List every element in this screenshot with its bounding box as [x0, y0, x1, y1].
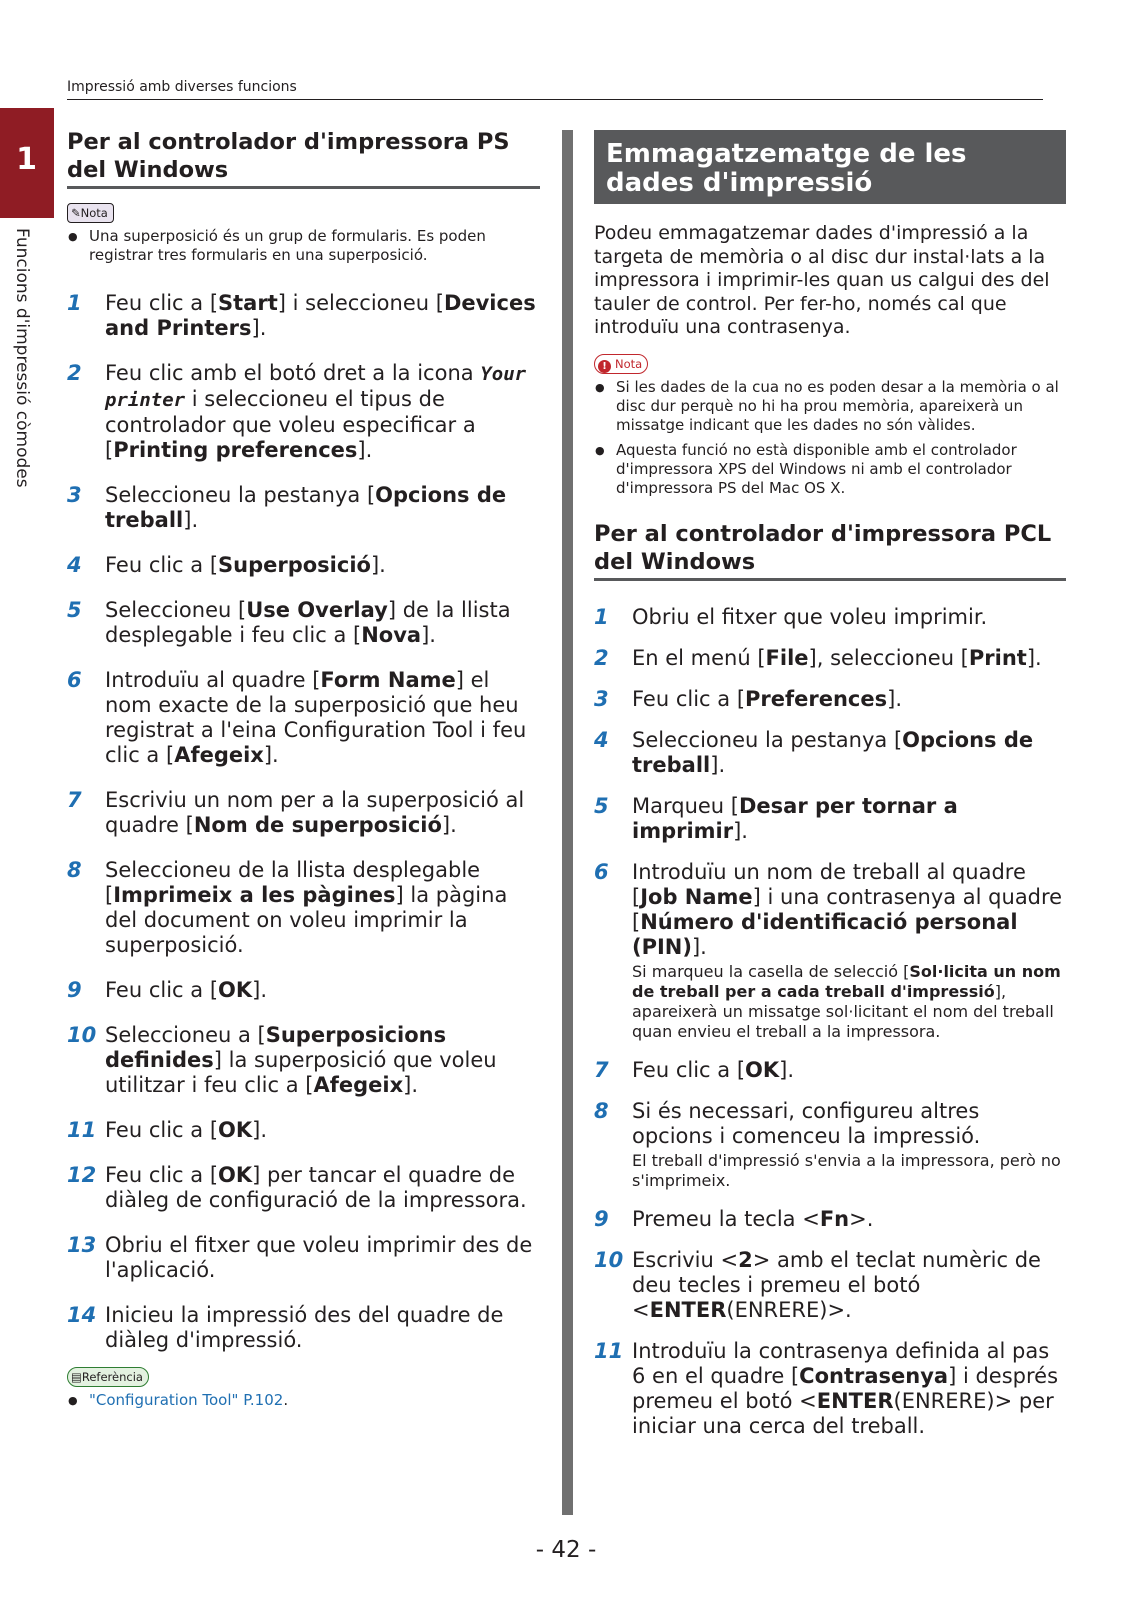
bold-term: Opcions de treball: [632, 727, 1034, 777]
bold-term: Número d'identificació personal (PIN): [632, 909, 1018, 959]
step-item: [67, 1163, 540, 1213]
reference-badge: [67, 1367, 149, 1387]
note-bullet: ● Una superposició és un grup de formularis. Es poden registrar tres formularis en una superposició.: [67, 227, 540, 265]
step-text: >.: [849, 1206, 874, 1231]
step-item: [67, 978, 540, 1003]
bold-term: Imprimeix a les pàgines: [113, 883, 396, 907]
step-item: [67, 291, 540, 341]
step-text: ] la superposició que voleu utilitzar i feu clic a [: [105, 1048, 497, 1097]
step-text: Seleccioneu la pestanya [: [632, 727, 903, 752]
warning-note-badge: [594, 354, 648, 374]
bold-term: Desar per tornar a imprimir: [632, 793, 958, 843]
step-item: [67, 668, 540, 768]
step-body: [105, 1118, 540, 1143]
step-number: 7: [594, 1057, 609, 1082]
step-number: 5: [67, 598, 82, 622]
warning-note-label: Nota: [615, 356, 643, 371]
bold-term: Job Name: [640, 884, 753, 909]
step-item: [67, 788, 540, 838]
step-text: ] de la llista desplegable i feu clic a [: [105, 598, 511, 647]
step-body: [632, 687, 1066, 712]
bold-term: Superposició: [218, 553, 371, 577]
step-item: [594, 1207, 1066, 1232]
bold-term: Form Name: [320, 668, 456, 692]
bold-term: Print: [968, 645, 1027, 670]
step-text: ].: [710, 752, 726, 777]
exclamation-icon: !: [598, 360, 611, 373]
step-number: 1: [594, 604, 609, 629]
step-body: [105, 553, 540, 578]
step-item: [594, 860, 1066, 1042]
bold-term: ENTER: [816, 1388, 894, 1413]
bold-term: Contrasenya: [799, 1363, 949, 1388]
step-item: [67, 1233, 540, 1283]
step-number: 12: [67, 1163, 97, 1187]
step-text: Feu clic a [: [632, 686, 746, 711]
step-text: Premeu la tecla <: [632, 1206, 820, 1231]
bold-term: Use Overlay: [246, 598, 388, 622]
step-item: [67, 1118, 540, 1143]
step-text: ].: [887, 686, 902, 711]
book-icon: ▤: [71, 1370, 82, 1384]
column-divider: [562, 130, 573, 1515]
step-number: 13: [67, 1233, 97, 1257]
step-text: Obriu el fitxer que voleu imprimir.: [632, 604, 988, 629]
bold-term: Devices and Printers: [105, 291, 536, 340]
step-number: 11: [67, 1118, 97, 1142]
bold-term: OK: [218, 1163, 253, 1187]
step-text: Escriviu <: [632, 1247, 739, 1272]
step-number: 9: [594, 1206, 609, 1231]
step-text: Feu clic a [: [632, 1057, 746, 1082]
note-list: [67, 227, 540, 265]
note-badge: [67, 203, 114, 223]
step-number: 9: [67, 978, 82, 1002]
step-body: [632, 728, 1066, 778]
step-number: 10: [67, 1023, 97, 1047]
step-number: 6: [67, 668, 82, 692]
ps-driver-heading: Per al controlador d'impressora PS del Windows: [67, 128, 540, 189]
step-number: 4: [67, 553, 82, 577]
bold-term: Afegeix: [174, 743, 264, 767]
right-column: [594, 128, 1066, 1439]
step-text: ].: [357, 438, 373, 462]
note-bullet: ● Si les dades de la cua no es poden desar a la memòria o al disc dur perquè no hi ha prou memòria, apareixerà un missatge indicant que les dades no són vàlides.: [594, 378, 1066, 435]
step-body: [632, 646, 1066, 671]
step-body: [105, 978, 540, 1003]
step-text: ], apareixerà un missatge sol·licitant el nom del treball quan envieu el treball a la impressora.: [632, 981, 1054, 1041]
step-text: ] la pàgina del document on voleu imprimir la superposició.: [105, 883, 508, 957]
reference-bullet: [67, 1391, 540, 1410]
step-item: [594, 1099, 1066, 1191]
running-head: Impressió amb diverses funcions: [67, 79, 1043, 100]
step-text: En el menú [: [632, 645, 766, 670]
left-column: [67, 128, 540, 1416]
step-number: 5: [594, 793, 609, 818]
step-item: [67, 858, 540, 958]
bold-term: Afegeix: [313, 1073, 404, 1097]
step-item: [594, 794, 1066, 844]
bold-term: Nom de superposició: [193, 813, 442, 837]
step-text: Introduïu la contrasenya definida al pas 6 en el quadre [: [632, 1338, 1050, 1388]
bold-term: OK: [745, 1057, 780, 1082]
step-item: [594, 605, 1066, 630]
step-text: Si és necessari, configureu altres opcions i comenceu la impressió.: [632, 1098, 981, 1148]
step-note: [632, 962, 1066, 1042]
chapter-number: 1: [16, 142, 37, 177]
step-note: [632, 1151, 1066, 1191]
bold-term: File: [765, 645, 809, 670]
step-text: ] per tancar el quadre de diàleg de configuració de la impressora.: [105, 1163, 527, 1212]
step-text: Feu clic a [: [105, 291, 219, 315]
step-text: ].: [733, 818, 748, 843]
step-text: Si marqueu la casella de selecció [: [632, 961, 910, 981]
step-text: Seleccioneu de la llista desplegable [: [105, 858, 481, 907]
step-text: Feu clic a [: [105, 1118, 219, 1142]
step-item: [67, 1303, 540, 1353]
step-item: [67, 598, 540, 648]
step-number: 8: [594, 1098, 609, 1123]
step-number: 2: [594, 645, 609, 670]
pcl-driver-heading: Per al controlador d'impressora PCL del Windows: [594, 520, 1066, 581]
step-text: Feu clic amb el botó dret a la icona: [105, 361, 481, 385]
step-item: [67, 1023, 540, 1098]
step-text: Inicieu la impressió des del quadre de diàleg d'impressió.: [105, 1303, 504, 1352]
step-item: [594, 1058, 1066, 1083]
bold-term: Start: [218, 291, 278, 315]
step-text: ].: [183, 508, 199, 532]
bold-term: OK: [218, 978, 253, 1002]
bold-term: OK: [218, 1118, 253, 1142]
step-item: [67, 361, 540, 463]
ps-steps-list: [67, 291, 540, 1353]
step-text: ] i una contrasenya al quadre [: [632, 884, 1063, 934]
bold-term: Fn: [819, 1206, 850, 1231]
step-text: Seleccioneu [: [105, 598, 247, 622]
reference-link[interactable]: "Configuration Tool" P.102: [89, 1391, 284, 1409]
step-item: [594, 1248, 1066, 1323]
page-number: - 42 -: [535, 1537, 597, 1563]
bold-term: Nova: [361, 623, 422, 647]
bold-term: Superposicions definides: [105, 1023, 447, 1072]
italic-term: Your printer: [105, 363, 527, 411]
step-text: Introduïu un nom de treball al quadre [: [632, 859, 1026, 909]
bold-term: ENTER: [649, 1297, 727, 1322]
step-number: 2: [67, 361, 82, 385]
chapter-side-title: Funcions d'impressió còmodes: [12, 228, 32, 488]
step-text: Feu clic a [: [105, 978, 219, 1002]
step-text: Escriviu un nom per a la superposició al quadre [: [105, 788, 525, 837]
warning-note-list: [594, 378, 1066, 498]
bold-term: Sol·licita un nom de treball per a cada treball d'impressió: [632, 961, 1061, 1001]
step-text: El treball d'impressió s'envia a la impressora, però no s'imprimeix.: [632, 1150, 1061, 1190]
intro-paragraph: Podeu emmagatzemar dades d'impressió a la targeta de memòria o al disc dur instal·lats a la impressora i imprimir-les quan us calgui des del tauler de control. Per fer-ho, només cal que introduïu una contrasenya.: [594, 222, 1050, 338]
bold-term: Printing preferences: [113, 438, 358, 462]
step-body: [632, 794, 1066, 844]
step-item: [594, 646, 1066, 671]
step-number: 7: [67, 788, 82, 812]
step-number: 4: [594, 727, 609, 752]
step-body: [105, 1023, 540, 1098]
step-body: [632, 1248, 1066, 1323]
step-text: ].: [251, 316, 267, 340]
step-number: 1: [67, 291, 82, 315]
step-body: [105, 598, 540, 648]
step-body: [105, 361, 540, 463]
step-body: [632, 605, 1066, 630]
pcl-steps-list: [594, 605, 1066, 1439]
step-body: [105, 1163, 540, 1213]
step-body: [105, 858, 540, 958]
step-text: i seleccioneu el tipus de controlador que voleu especificar a [: [105, 387, 476, 462]
step-body: [632, 1099, 1066, 1149]
step-item: [594, 687, 1066, 712]
step-body: [105, 1303, 540, 1353]
step-text: Seleccioneu la pestanya [: [105, 483, 376, 507]
step-body: [632, 1207, 1066, 1232]
step-text: Obriu el fitxer que voleu imprimir des de l'aplicació.: [105, 1233, 533, 1282]
step-number: 8: [67, 858, 82, 882]
step-text: Introduïu al quadre [: [105, 668, 321, 692]
step-item: [67, 553, 540, 578]
storage-heading: Emmagatzematge de les dades d'impressió: [594, 130, 1066, 204]
bold-term: 2: [738, 1247, 753, 1272]
step-text: ] el nom exacte de la superposició que heu registrat a l'eina Configuration Tool i feu clic a [: [105, 668, 527, 767]
step-text: ].: [779, 1057, 795, 1082]
pencil-icon: ✎: [71, 206, 81, 220]
note-bullet: ● Aquesta funció no està disponible amb el controlador d'impressora XPS del Windows ni amb el controlador d'impressora PS del Mac OS X.: [594, 441, 1066, 498]
step-body: [632, 860, 1066, 960]
step-text: ].: [252, 1118, 268, 1142]
step-item: [594, 1339, 1066, 1439]
step-text: ].: [1026, 645, 1042, 670]
step-text: ] i després premeu el botó <: [632, 1363, 1059, 1413]
bold-term: Opcions de treball: [105, 483, 507, 532]
step-text: ].: [370, 553, 386, 577]
step-number: 3: [67, 483, 82, 507]
step-number: 14: [67, 1303, 97, 1327]
reference-badge-label: Referència: [81, 1370, 143, 1384]
step-number: 3: [594, 686, 609, 711]
step-text: (ENRERE)> per iniciar una cerca del treball.: [632, 1388, 1054, 1438]
step-body: [632, 1058, 1066, 1083]
step-text: (ENRERE)>.: [726, 1297, 852, 1322]
step-text: ].: [691, 934, 707, 959]
note-badge-label: Nota: [80, 206, 108, 220]
step-text: ].: [441, 813, 457, 837]
step-text: Marqueu [: [632, 793, 739, 818]
step-item: [67, 483, 540, 533]
step-text: Feu clic a [: [105, 553, 219, 577]
step-text: ] i seleccioneu [: [277, 291, 444, 315]
step-number: 11: [594, 1338, 624, 1363]
step-body: [105, 788, 540, 838]
step-text: ].: [263, 743, 279, 767]
step-body: [105, 1233, 540, 1283]
step-body: [105, 483, 540, 533]
step-body: [632, 1339, 1066, 1439]
step-body: [105, 668, 540, 768]
step-text: ], seleccioneu [: [808, 645, 969, 670]
step-number: 10: [594, 1247, 624, 1272]
step-number: 6: [594, 859, 609, 884]
step-text: ].: [421, 623, 436, 647]
step-text: ].: [252, 978, 268, 1002]
reference-list: [67, 1391, 540, 1410]
step-item: [594, 728, 1066, 778]
step-text: Seleccioneu a [: [105, 1023, 266, 1047]
step-text: ].: [403, 1073, 418, 1097]
step-body: [105, 291, 540, 341]
step-text: > amb el teclat numèric de deu tecles i premeu el botó <: [632, 1247, 1041, 1322]
reference-tail: .: [283, 1391, 289, 1409]
step-text: Feu clic a [: [105, 1163, 219, 1187]
bold-term: Preferences: [745, 686, 888, 711]
